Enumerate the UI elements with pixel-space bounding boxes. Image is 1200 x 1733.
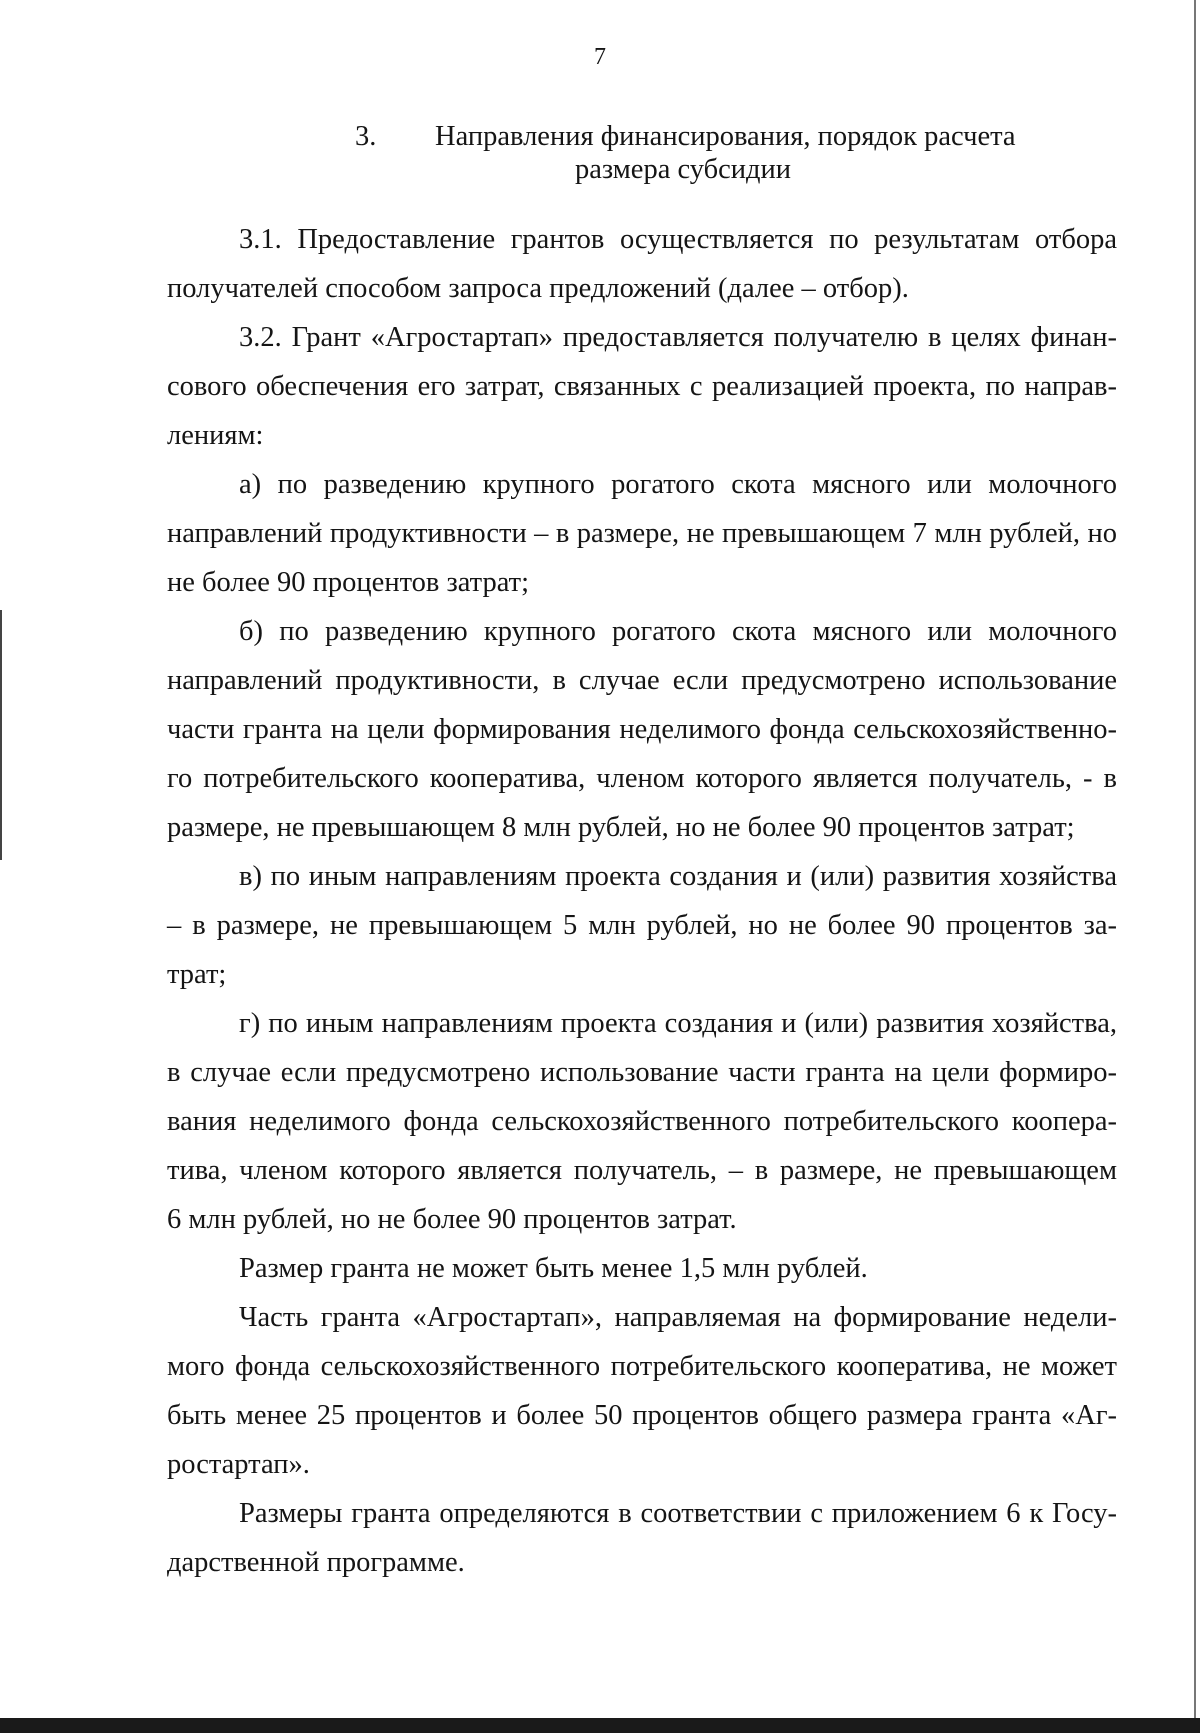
text-line: направлений продуктивности, в случае если предусмотрено использование bbox=[167, 665, 1117, 696]
text-line: получателей способом запроса предложений (далее – отбор). bbox=[167, 273, 909, 304]
text-line: мого фонда сельскохозяйственного потребительского кооператива, не может bbox=[167, 1351, 1117, 1382]
text-line: дарственной программе. bbox=[167, 1547, 465, 1578]
text-line: направлений продуктивности – в размере, не превышающем 7 млн рублей, но bbox=[167, 518, 1117, 549]
text-line: в случае если предусмотрено использование части гранта на цели формиро- bbox=[167, 1057, 1117, 1088]
section-title-part-2: размера субсидии bbox=[575, 154, 792, 185]
text-line: части гранта на цели формирования неделимого фонда сельскохозяйственно- bbox=[167, 714, 1117, 745]
paragraph-item-a bbox=[167, 460, 1117, 607]
section-number: 3. bbox=[355, 121, 377, 152]
text-line: сового обеспечения его затрат, связанных с реализацией проекта, по направ- bbox=[167, 371, 1117, 402]
section-title-part-1: Направления финансирования, порядок расчета bbox=[435, 121, 1016, 152]
paragraph-grant-sizes bbox=[167, 1489, 1117, 1587]
page-number: 7 bbox=[594, 44, 606, 70]
paragraph-item-g bbox=[167, 999, 1117, 1244]
text-line: 3.2. Грант «Агростартап» предоставляется получателю в целях финан- bbox=[239, 322, 1117, 353]
text-line: – в размере, не превышающем 5 млн рублей, но не более 90 процентов за- bbox=[167, 910, 1117, 941]
paragraph-fund-share bbox=[167, 1293, 1117, 1489]
text-line: а) по разведению крупного рогатого скота мясного или молочного bbox=[239, 469, 1117, 500]
text-line: не более 90 процентов затрат; bbox=[167, 567, 529, 598]
text-line: трат; bbox=[167, 959, 227, 990]
text-line: г) по иным направлениям проекта создания и (или) развития хозяйства, bbox=[239, 1008, 1117, 1039]
paragraph-3-2 bbox=[167, 313, 1117, 460]
text-line: быть менее 25 процентов и более 50 процентов общего размера гранта «Аг- bbox=[167, 1400, 1117, 1431]
paragraph-3-1 bbox=[167, 215, 1117, 313]
paragraph-item-v bbox=[167, 852, 1117, 999]
text-line: размере, не превышающем 8 млн рублей, но не более 90 процентов затрат; bbox=[167, 812, 1075, 843]
text-line: Размер гранта не может быть менее 1,5 млн рублей. bbox=[239, 1253, 868, 1284]
text-line: б) по разведению крупного рогатого скота мясного или молочного bbox=[239, 616, 1117, 647]
text-line: вания неделимого фонда сельскохозяйственного потребительского коопера- bbox=[167, 1106, 1117, 1137]
scan-right-edge bbox=[1194, 0, 1196, 1718]
text-line: лениям: bbox=[167, 420, 264, 451]
text-line: Размеры гранта определяются в соответствии с приложением 6 к Госу- bbox=[239, 1498, 1117, 1529]
text-line: Часть гранта «Агростартап», направляемая на формирование недели- bbox=[239, 1302, 1117, 1333]
section-heading bbox=[300, 120, 1040, 186]
text-line: го потребительского кооператива, членом которого является получатель, - в bbox=[167, 763, 1117, 794]
text-line: в) по иным направлениям проекта создания и (или) развития хозяйства bbox=[239, 861, 1117, 892]
paragraph-min-grant bbox=[167, 1244, 1117, 1293]
body-text bbox=[167, 215, 1117, 1587]
text-line: тива, членом которого является получатель, – в размере, не превышающем bbox=[167, 1155, 1117, 1186]
section-heading-line-1 bbox=[300, 120, 1040, 153]
text-line: 3.1. Предоставление грантов осуществляется по результатам отбора bbox=[239, 224, 1117, 255]
text-line: ростартап». bbox=[167, 1449, 310, 1480]
scan-bottom-border bbox=[0, 1718, 1200, 1733]
scan-edge-mark bbox=[0, 610, 2, 860]
paragraph-item-b bbox=[167, 607, 1117, 852]
text-line: 6 млн рублей, но не более 90 процентов затрат. bbox=[167, 1204, 737, 1235]
